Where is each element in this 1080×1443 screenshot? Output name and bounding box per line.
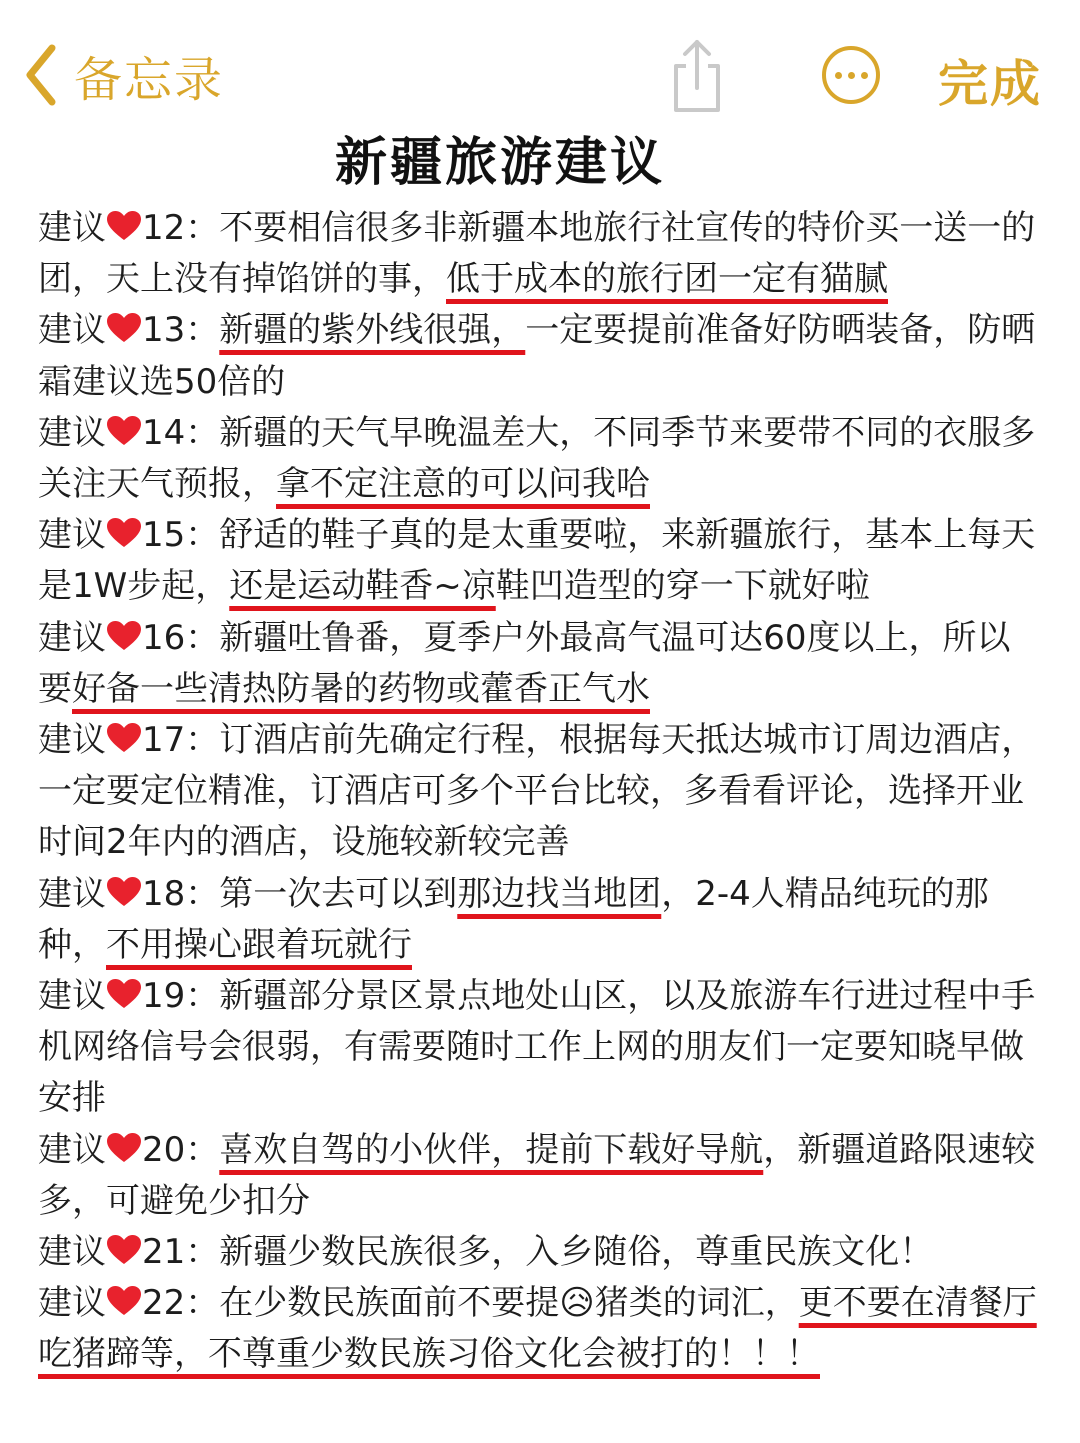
share-icon[interactable] [664,36,730,116]
tip-item [38,613,1038,715]
tip-text: 不要相信很多非新疆本地旅行社宣传的特价买一送一的团，天上没有掉馅饼的事， [38,208,1036,300]
tip-highlight: 拿不定注意的可以问我哈 [276,464,650,505]
back-button[interactable] [22,40,224,110]
tip-text: 新疆的天气早晚温差大，不同季节来要带不同的衣服多关注天气预报， [38,412,1036,505]
tip-prefix: 建议 [38,873,106,914]
tip-number: 21： [142,1232,220,1273]
tip-number: 15： [142,515,220,556]
tip-prefix: 建议 [38,720,106,761]
tip-prefix: 建议 [38,515,106,556]
more-icon[interactable] [822,46,880,104]
heart-icon [106,722,142,754]
heart-icon [106,876,142,908]
tip-prefix: 建议 [38,208,106,248]
tip-text: 新疆部分景区景点地处山区，以及旅游车行进过程中手机网络信号会很弱，有需要随时工作上网的朋友们一定要知晓早做安排 [38,976,1036,1119]
tip-prefix: 建议 [38,1129,106,1170]
heart-icon [106,978,142,1010]
tip-item [38,305,1038,407]
tip-item [38,1125,1038,1227]
tip-highlight: 新疆的紫外线很强， [219,310,526,351]
tip-number: 20： [142,1129,220,1170]
tip-prefix: 建议 [38,1283,106,1324]
tip-number: 14： [142,412,220,453]
tip-highlight: 低于成本的旅行团一定有猫腻 [446,259,888,300]
tip-item [38,971,1038,1125]
tip-highlight: 还是运动鞋香~凉 [229,566,496,607]
tip-item [38,1227,1038,1278]
tip-prefix: 建议 [38,412,106,453]
tip-highlight: 那边找当地团 [457,873,662,914]
chevron-left-icon [22,40,60,110]
heart-icon [106,312,142,344]
heart-icon [106,1132,142,1164]
tip-text: 第一次去可以到 [219,873,458,914]
tip-item [38,869,1038,971]
note-body[interactable] [38,203,1038,1381]
heart-icon [106,210,142,242]
tip-item [38,1278,1038,1380]
tip-text: ，2-4人精品纯玩的那种， [38,873,989,965]
heart-icon [106,620,142,652]
tip-item [38,408,1038,510]
tip-item [38,510,1038,612]
tip-text: 鞋凹造型的穿一下就好啦 [495,566,870,607]
tip-number: 12： [142,208,220,248]
tip-text: 在少数民族面前不要提😥猪类的词汇， [219,1283,799,1324]
tip-highlight: 更不要在清餐厅吃猪蹄等，不尊重少数民族习俗文化会被打的！！！ [38,1283,1037,1375]
tip-number: 19： [142,976,220,1017]
tip-number: 16： [142,617,220,658]
heart-icon [106,517,142,549]
tip-number: 13： [142,310,220,351]
back-label: 备忘录 [74,51,225,108]
done-button[interactable]: 完成 [938,55,1042,113]
tip-text: 舒适的鞋子真的是太重要啦，来新疆旅行，基本上每天是1W步起， [38,515,1036,607]
tip-number: 22： [142,1283,220,1324]
tip-number: 18： [142,873,220,914]
tip-prefix: 建议 [38,1232,106,1273]
tip-highlight: 喜欢自驾的小伙伴，提前下载好导航 [219,1129,764,1170]
tip-text: 新疆少数民族很多，入乡随俗，尊重民族文化！ [219,1232,934,1273]
note-title: 新疆旅游建议 [334,133,665,193]
heart-icon [106,1285,142,1317]
tip-item [38,203,1038,305]
tip-text: 一定要提前准备好防晒装备，防晒霜建议选50倍的 [38,310,1036,402]
tip-text: ，新疆道路限速较多，可避免少扣分 [38,1129,1036,1221]
tip-highlight: 不用操心跟着玩就行 [106,924,412,965]
tip-text: 订酒店前先确定行程，根据每天抵达城市订周边酒店，一定要定位精准，订酒店可多个平台比较，多看看评论，选择开业时间2年内的酒店，设施较新较完善 [38,720,1036,863]
tip-highlight: 好备一些清热防暑的药物或藿香正气水 [72,668,650,709]
navigation-bar [0,0,1080,120]
tip-number: 17： [142,720,220,761]
tip-prefix: 建议 [38,617,106,658]
heart-icon [106,1234,142,1266]
tip-prefix: 建议 [38,310,106,351]
heart-icon [106,415,142,447]
tip-prefix: 建议 [38,976,106,1017]
tip-text: 新疆吐鲁番，夏季户外最高气温可达60度以上，所以要 [38,617,1011,709]
tip-item [38,715,1038,869]
